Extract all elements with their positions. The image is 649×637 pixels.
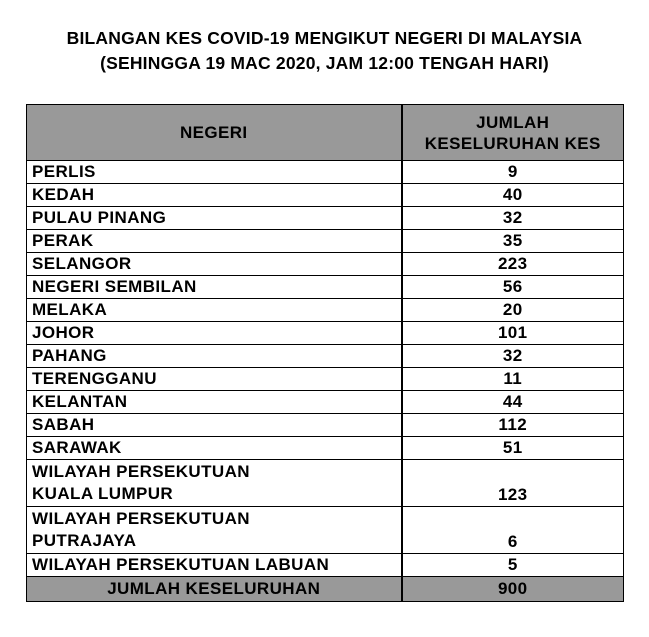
state-name: PAHANG [27, 345, 402, 368]
table-row [27, 507, 624, 554]
page-title: BILANGAN KES COVID-19 MENGIKUT NEGERI DI MALAYSIA [66, 28, 583, 48]
case-count: 101 [402, 322, 624, 345]
state-name: PERAK [27, 230, 402, 253]
table-row [27, 345, 624, 368]
header-state [27, 105, 402, 161]
case-count: 123 [402, 460, 624, 507]
state-name: JOHOR [27, 322, 402, 345]
case-count: 5 [402, 554, 624, 577]
state-name: MELAKA [27, 299, 402, 322]
state-name: SARAWAK [27, 437, 402, 460]
case-count: 20 [402, 299, 624, 322]
case-count: 44 [402, 391, 624, 414]
case-count: 11 [402, 368, 624, 391]
total-row [27, 577, 624, 602]
case-count: 35 [402, 230, 624, 253]
table-row [27, 368, 624, 391]
table-row [27, 299, 624, 322]
case-count: 32 [402, 345, 624, 368]
state-name: PULAU PINANG [27, 207, 402, 230]
table-row [27, 554, 624, 577]
state-name [27, 507, 402, 554]
case-count: 6 [402, 507, 624, 554]
case-count: 112 [402, 414, 624, 437]
total-value: 900 [402, 577, 624, 602]
table-row [27, 391, 624, 414]
header-total [402, 105, 624, 161]
state-name: KEDAH [27, 184, 402, 207]
covid-cases-table [26, 104, 624, 602]
table-row [27, 322, 624, 345]
table-row [27, 161, 624, 184]
total-label: JUMLAH KESELURUHAN [27, 577, 402, 602]
case-count: 223 [402, 253, 624, 276]
state-name: KELANTAN [27, 391, 402, 414]
state-name: PERLIS [27, 161, 402, 184]
case-count: 40 [402, 184, 624, 207]
state-name-line1: WILAYAH PERSEKUTUAN [32, 462, 250, 481]
table-row [27, 184, 624, 207]
table-row [27, 276, 624, 299]
table-row [27, 253, 624, 276]
table-row [27, 230, 624, 253]
state-name: SELANGOR [27, 253, 402, 276]
state-name: NEGERI SEMBILAN [27, 276, 402, 299]
page-subtitle: (SEHINGGA 19 MAC 2020, JAM 12:00 TENGAH HARI) [100, 53, 549, 73]
table-row [27, 207, 624, 230]
state-name-line2: KUALA LUMPUR [32, 484, 174, 503]
state-name [27, 460, 402, 507]
case-count: 51 [402, 437, 624, 460]
header-total-line2: KESELURUHAN KES [424, 133, 601, 153]
table-row [27, 414, 624, 437]
header-state-label: NEGERI [179, 123, 248, 142]
case-count: 56 [402, 276, 624, 299]
case-count: 9 [402, 161, 624, 184]
table-row [27, 460, 624, 507]
state-name-line2: PUTRAJAYA [32, 531, 137, 550]
header-total-line1: JUMLAH [476, 112, 550, 132]
state-name-line1: WILAYAH PERSEKUTUAN [32, 509, 250, 528]
table-row [27, 437, 624, 460]
table-header-row [27, 105, 624, 161]
case-count: 32 [402, 207, 624, 230]
state-name: WILAYAH PERSEKUTUAN LABUAN [27, 554, 402, 577]
state-name: SABAH [27, 414, 402, 437]
state-name: TERENGGANU [27, 368, 402, 391]
